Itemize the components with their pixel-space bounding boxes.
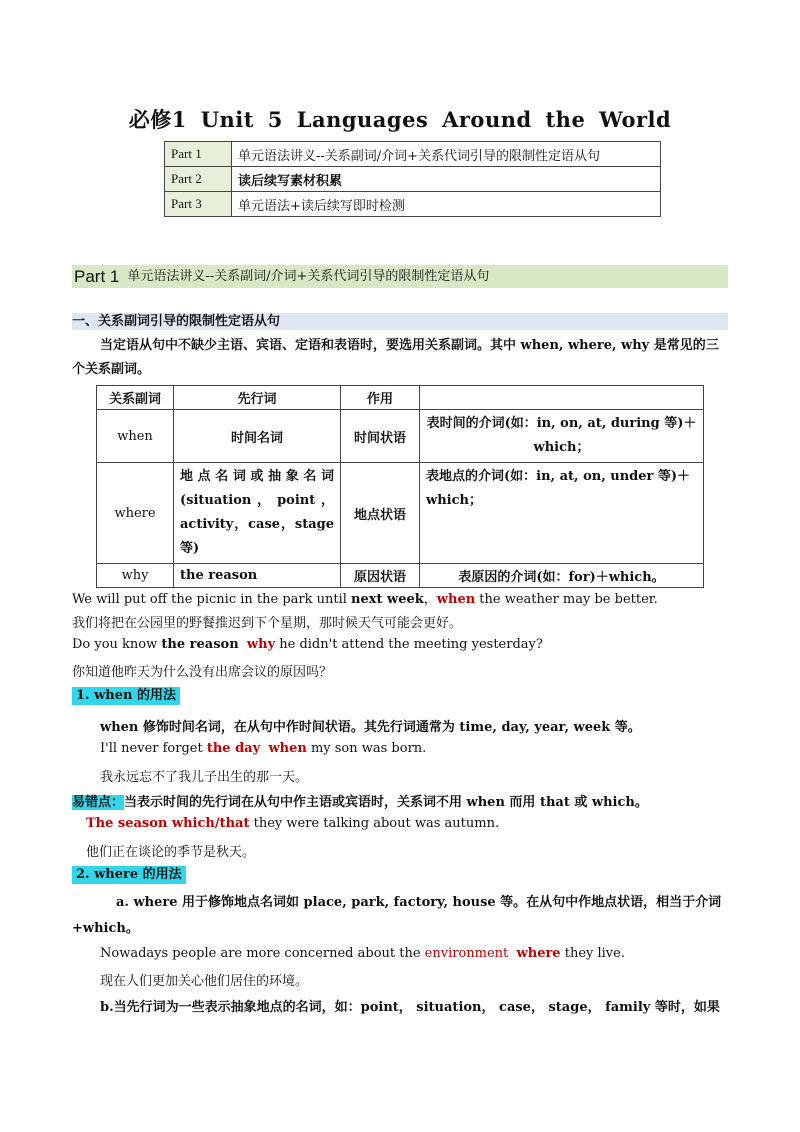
- table-cell: 地 点 名 词 或 抽 象 名 词 (situation ， point ， activity，case，stage 等): [174, 463, 341, 564]
- table-cell: 地点状语: [341, 463, 420, 564]
- toc-part: Part 2: [165, 167, 232, 192]
- table-header: 先行词: [174, 386, 341, 410]
- toc-row: [165, 142, 661, 167]
- table-row: [97, 463, 704, 564]
- example-translation: 现在人们更加关心他们居住的环境。: [100, 974, 309, 989]
- table-cell: 表原因的介词(如：for)＋which。: [420, 564, 704, 588]
- toc-desc: 单元语法+读后续写即时检测: [232, 192, 661, 217]
- example-translation: 我们将把在公园里的野餐推迟到下个星期，那时候天气可能会更好。: [72, 616, 463, 631]
- intro-paragraph: 当定语从句中不缺少主语、宾语、定语和表语时，要选用关系副词。其中 when, where, why 是常见的三个关系副词。: [72, 338, 719, 377]
- where-rule-b: b.当先行词为一些表示抽象地点的名词，如：point， situation， case， stage， family 等时，如果: [100, 1000, 720, 1015]
- toc-desc: 单元语法讲义--关系副词/介词+关系代词引导的限制性定语从句: [232, 142, 661, 167]
- table-cell: 原因状语: [341, 564, 420, 588]
- example-translation: 我永远忘不了我儿子出生的那一天。: [100, 770, 309, 785]
- example-sentence: Nowadays people are more concerned about the environment where they live.: [100, 946, 625, 961]
- part1-title: 单元语法讲义--关系副词/介词+关系代词引导的限制性定语从句: [127, 269, 490, 284]
- table-header: 作用: [341, 386, 420, 410]
- toc-row: [165, 167, 661, 192]
- table-header: [420, 386, 704, 410]
- where-rule-a: a. where 用于修饰地点名词如 place, park, factory, house 等。在从句中作地点状语，相当于介词+which。: [72, 895, 722, 936]
- example-sentence: We will put off the picnic in the park until next week，when the weather may be better.: [72, 592, 658, 607]
- toc-part: Part 1: [165, 142, 232, 167]
- toc-desc: 读后续写素材积累: [232, 167, 661, 192]
- part1-heading: [72, 265, 728, 288]
- part1-label: Part 1: [74, 267, 120, 286]
- pitfall-note: 易错点：当表示时间的先行词在从句中作主语或宾语时，关系词不用 when 而用 that 或 which。: [72, 795, 648, 810]
- section-heading: 一、关系副词引导的限制性定语从句: [72, 313, 728, 330]
- table-cell: 表时间的介词(如：in, on, at, during 等)＋which；: [420, 410, 704, 463]
- subheading-where: 2. where 的用法: [72, 866, 186, 884]
- grammar-table: [96, 385, 704, 588]
- table-cell: 表地点的介词(如：in, at, on, under 等)＋which；: [420, 463, 704, 564]
- table-row: [97, 410, 704, 463]
- subheading-when: 1. when 的用法: [72, 687, 180, 705]
- example-translation: 你知道他昨天为什么没有出席会议的原因吗？: [72, 665, 333, 680]
- table-row: [97, 564, 704, 588]
- toc-row: [165, 192, 661, 217]
- page-title: 必修1 Unit 5 Languages Around the World: [128, 107, 672, 132]
- table-cell: where: [97, 463, 174, 564]
- table-cell: why: [97, 564, 174, 588]
- table-cell: 时间状语: [341, 410, 420, 463]
- table-header-row: [97, 386, 704, 410]
- example-sentence: I'll never forget the day when my son was born.: [100, 741, 427, 756]
- when-rule: when 修饰时间名词，在从句中作时间状语。其先行词通常为 time, day, year, week 等。: [100, 720, 641, 735]
- toc-part: Part 3: [165, 192, 232, 217]
- example-translation: 他们正在谈论的季节是秋天。: [86, 845, 256, 860]
- table-cell: the reason: [174, 564, 341, 588]
- table-cell: 时间名词: [174, 410, 341, 463]
- table-header: 关系副词: [97, 386, 174, 410]
- contents-table: [164, 141, 661, 217]
- example-sentence: Do you know the reason why he didn't attend the meeting yesterday?: [72, 637, 543, 652]
- example-sentence: The season which/that they were talking about was autumn.: [86, 816, 500, 831]
- table-cell: when: [97, 410, 174, 463]
